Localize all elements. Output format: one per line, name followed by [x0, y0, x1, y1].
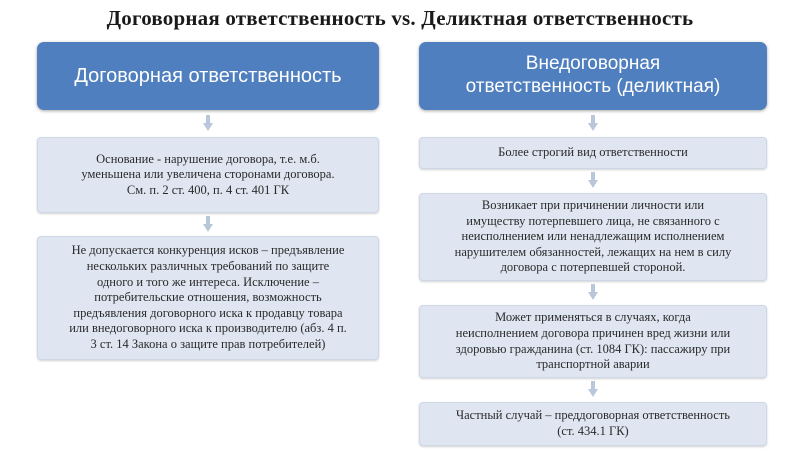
right-arrow-2: [588, 172, 598, 188]
right-header-label: Внедоговорная ответственность (деликтная): [465, 53, 721, 97]
right-box-arises: [419, 193, 767, 281]
right-header: [419, 42, 767, 110]
left-header-label: Договорная ответственность: [74, 64, 342, 87]
left-arrow-1: [203, 115, 213, 131]
right-box-applies-text: Может применяться в случаях, когда неисполнением договора причинен вред жизни или здоровью гражданина (ст. 1084 ГК): пассажиру при транспортной аварии: [455, 310, 731, 372]
right-box-precontract-text: Частный случай – преддоговорная ответственность (ст. 434.1 ГК): [455, 408, 730, 438]
left-arrow-2: [203, 216, 213, 232]
left-box-basis: [37, 137, 379, 213]
left-box-claims: [37, 236, 379, 360]
right-box-arises-text: Возникает при причинении личности или имуществу потерпевшего лица, не связанного с неисполнением или ненадлежащим исполнением нарушителем обязанностей, лежащих на нем в силу договора с потерпевшей стороной.: [454, 197, 732, 275]
right-arrow-4: [588, 381, 598, 397]
right-arrow-3: [588, 284, 598, 300]
right-arrow-1: [588, 115, 598, 131]
right-box-strict-text: Более строгий вид ответственности: [498, 145, 688, 160]
left-box-claims-text: Не допускается конкуренция исков – предъявление нескольких различных требований по защите одного и того же интереса. Исключение – потребительские отношения, возможность предъявления договорного иска к продавцу товара или внедоговорного иска к производителю (абз. 4 п. 3 ст. 14 Закона о защите прав потребителей): [69, 243, 347, 352]
left-box-basis-text: Основание - нарушение договора, т.е. м.б. уменьшена или увеличена сторонами договора. См. п. 2 ст. 400, п. 4 ст. 401 ГК: [81, 151, 335, 197]
page-title: Договорная ответственность vs. Деликтная ответственность: [106, 6, 694, 30]
right-box-strict: [419, 137, 767, 169]
right-box-precontract: [419, 402, 767, 446]
left-header: [37, 42, 379, 110]
right-box-applies: [419, 305, 767, 378]
